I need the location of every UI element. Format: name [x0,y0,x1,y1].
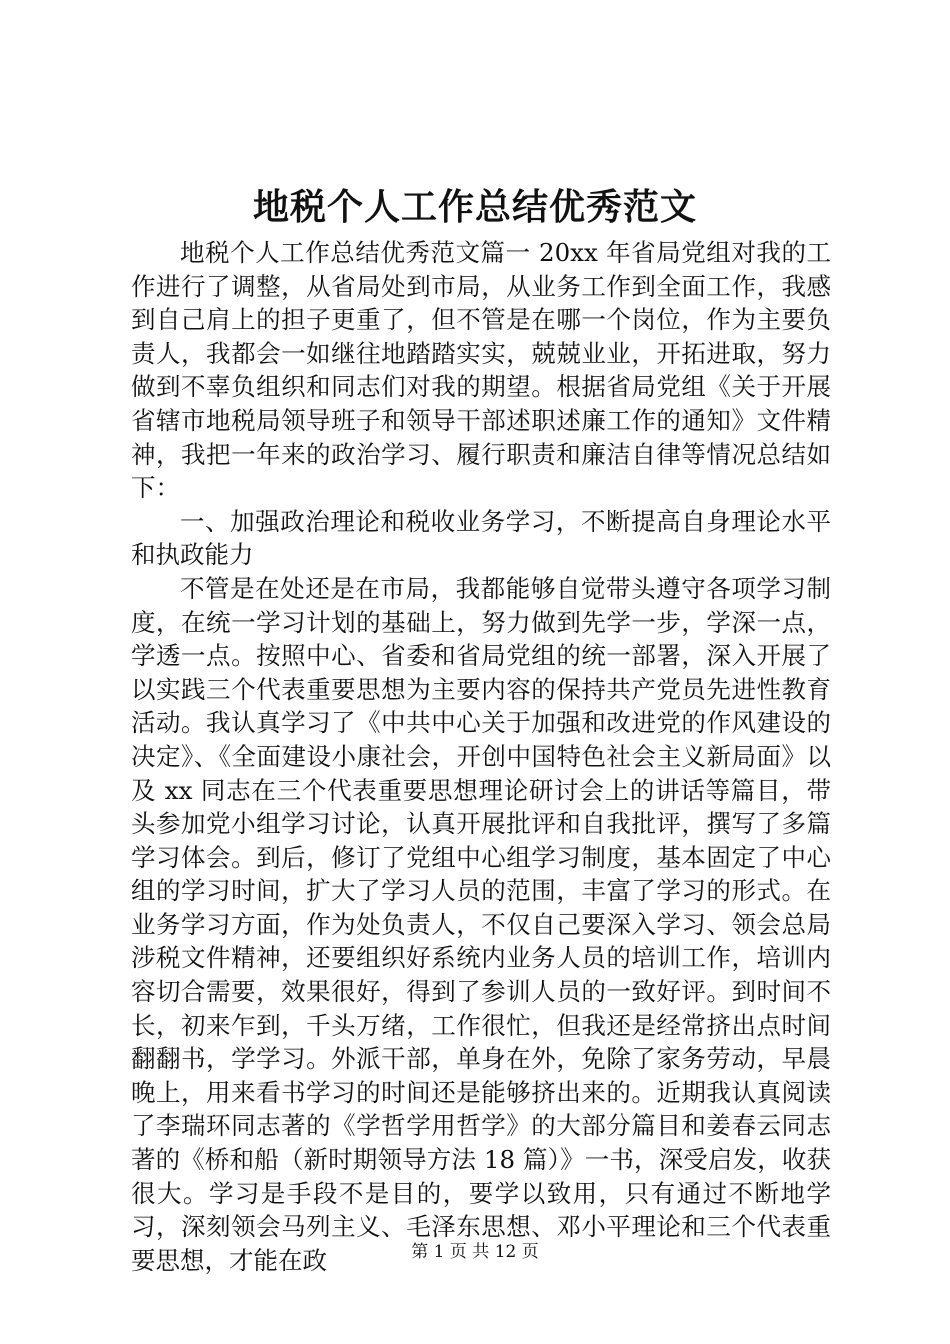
page-title: 地税个人工作总结优秀范文 [252,186,697,228]
body-paragraph: 不管是在处还是在市局，我都能够自觉带头遵守各项学习制度，在统一学习计划的基础上，努力做到先学一步，学深一点，学透一点。按照中心、省委和省局党组的统一部署，深入开展了以实践三个代表重要思想为主要内容的保持共产党员先进性教育活动。我认真学习了《中共中心关于加强和改进党的作风建设的决定》、《全面建设小康社会，开创中国特色社会主义新局面》以及 xx 同志在三个代表重要思想理论研讨会上的讲话等篇目，带头参加党小组学习讨论，认真开展批评和自我批评，撰写了多篇学习体会。到后，修订了党组中心组学习制度，基本固定了中心组的学习时间，扩大了学习人员的范围，丰富了学习的形式。在业务学习方面，作为处负责人，不仅自己要深入学习、领会总局涉税文件精神，还要组织好系统内业务人员的培训工作，培训内容切合需要，效果很好，得到了参训人员的一致好评。到时间不长，初来乍到，千头万绪，工作很忙，但我还是经常挤出点时间翻翻书，学学习。外派干部，单身在外，免除了家务劳动，早晨晚上，用来看书学习的时间还是能够挤出来的。近期我认真阅读了李瑞环同志著的《学哲学用哲学》的大部分篇目和姜春云同志著的《桥和船（新时期领导方法 18 篇）》一书，深受启发，收获很大。学习是手段不是目的，要学以致用，只有通过不断地学习，深刻领会马列主义、毛泽东思想、邓小平理论和三个代表重要思想，才能在政 [131,573,831,1275]
section-heading: 一、加强政治理论和税收业务学习，不断提高自身理论水平和执政能力 [131,506,831,570]
document-body [131,236,831,1277]
page-number: 第 1 页 共 12 页 [411,1242,539,1262]
intro-paragraph: 地税个人工作总结优秀范文篇一 20xx 年省局党组对我的工作进行了调整，从省局处到市局，从业务工作到全面工作，我感到自己肩上的担子更重了，但不管是在哪一个岗位，作为主要负责人，我都会一如继往地踏踏实实，兢兢业业，开拓进取，努力做到不辜负组织和同志们对我的期望。根据省局党组《关于开展省辖市地税局领导班子和领导干部述职述廉工作的通知》文件精神，我把一年来的政治学习、履行职责和廉洁自律等情况总结如下： [131,238,831,503]
